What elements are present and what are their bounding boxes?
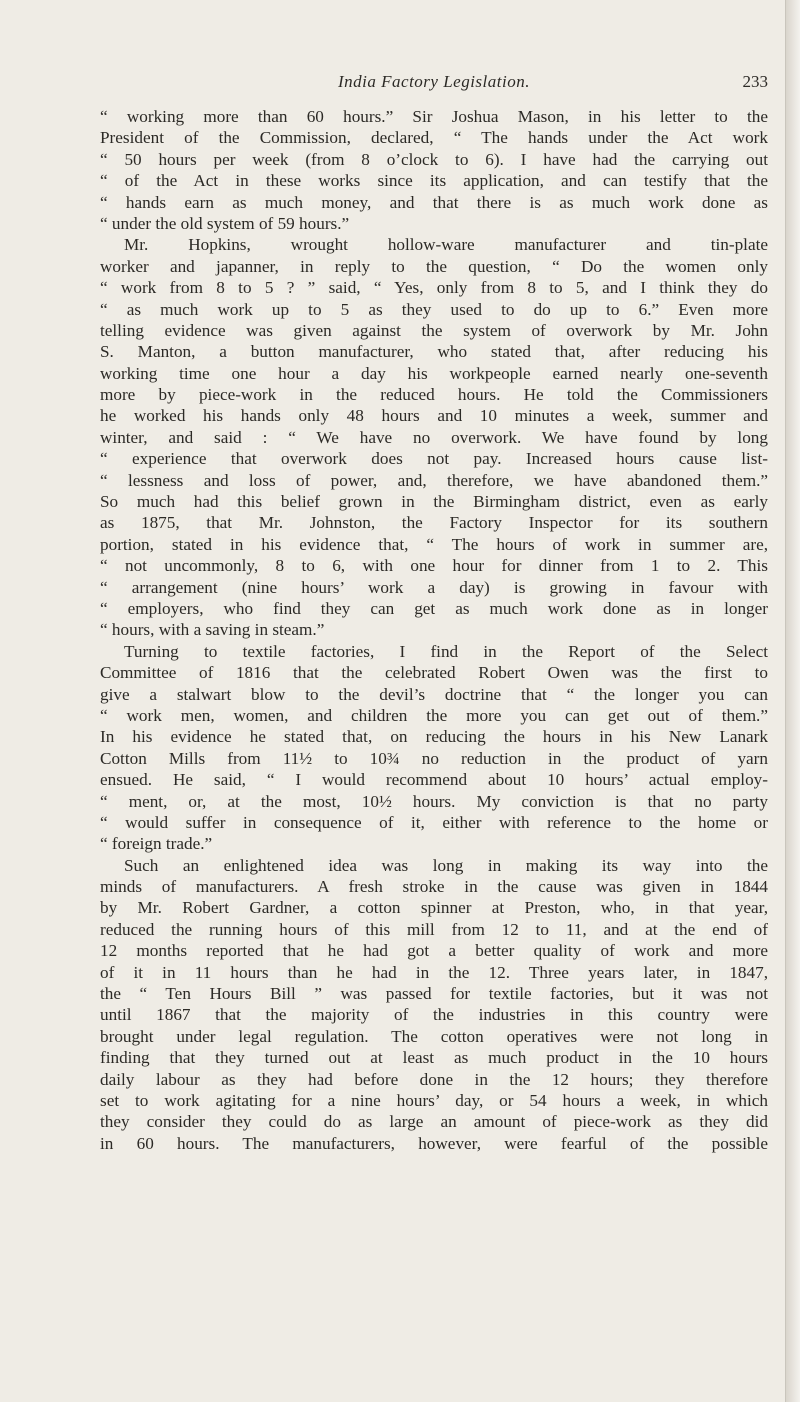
text-line: Cotton Mills from 11½ to 10¾ no reduction in the product of yarn bbox=[100, 748, 768, 768]
text-line: they consider they could do as large an amount of piece-work as they did bbox=[100, 1112, 768, 1132]
text-line: “ employers, who find they can get as much work done as in longer bbox=[100, 598, 768, 618]
text-line: So much had this belief grown in the Birmingham district, even as early bbox=[100, 492, 768, 512]
text-line: “ would suffer in consequence of it, either with reference to the home or bbox=[100, 812, 768, 832]
running-title: India Factory Legislation. bbox=[338, 72, 530, 91]
text-line: “ 50 hours per week (from 8 o’clock to 6). I have had the carrying out bbox=[100, 149, 768, 169]
text-line: 12 months reported that he had got a better quality of work and more bbox=[100, 941, 768, 961]
text-line: give a stalwart blow to the devil’s doctrine that “ the longer you can bbox=[100, 684, 768, 704]
text-line: until 1867 that the majority of the industries in this country were bbox=[100, 1005, 768, 1025]
text-line: by Mr. Robert Gardner, a cotton spinner at Preston, who, in that year, bbox=[100, 898, 768, 918]
text-line: “ ment, or, at the most, 10½ hours. My conviction is that no party bbox=[100, 791, 768, 811]
text-line: S. Manton, a button manufacturer, who stated that, after reducing his bbox=[100, 342, 768, 362]
text-line: winter, and said : “ We have no overwork. We have found by long bbox=[100, 427, 768, 447]
text-line: portion, stated in his evidence that, “ The hours of work in summer are, bbox=[100, 534, 768, 554]
text-line: Mr. Hopkins, wrought hollow-ware manufacturer and tin-plate bbox=[124, 235, 768, 255]
text-line: worker and japanner, in reply to the question, “ Do the women only bbox=[100, 256, 768, 276]
text-line: daily labour as they had before done in the 12 hours; they therefore bbox=[100, 1069, 768, 1089]
text-line: more by piece-work in the reduced hours. He told the Commissioners bbox=[100, 385, 768, 405]
text-line: “ under the old system of 59 hours.” bbox=[100, 213, 350, 233]
page-header bbox=[100, 70, 768, 94]
text-line: in 60 hours. The manufacturers, however, were fearful of the possible bbox=[100, 1133, 768, 1153]
text-line: “ work from 8 to 5 ? ” said, “ Yes, only from 8 to 5, and I think they do bbox=[100, 278, 768, 298]
text-line: of it in 11 hours than he had in the 12. Three years later, in 1847, bbox=[100, 962, 768, 982]
text-line: brought under legal regulation. The cotton operatives were not long in bbox=[100, 1026, 768, 1046]
text-line: set to work agitating for a nine hours’ day, or 54 hours a week, in which bbox=[100, 1090, 768, 1110]
text-line: he worked his hands only 48 hours and 10 minutes a week, summer and bbox=[100, 406, 768, 426]
text-line: “ not uncommonly, 8 to 6, with one hour for dinner from 1 to 2. This bbox=[100, 556, 768, 576]
text-line: President of the Commission, declared, “ The hands under the Act work bbox=[100, 128, 768, 148]
text-line: “ hours, with a saving in steam.” bbox=[100, 620, 325, 640]
text-line: “ arrangement (nine hours’ work a day) is growing in favour with bbox=[100, 577, 768, 597]
text-line: “ experience that overwork does not pay. Increased hours cause list- bbox=[100, 449, 768, 469]
text-line: “ foreign trade.” bbox=[100, 834, 213, 854]
text-line: “ work men, women, and children the more you can get out of them.” bbox=[100, 705, 768, 725]
page-number: 233 bbox=[742, 72, 768, 91]
body-text bbox=[100, 106, 768, 1154]
text-line: In his evidence he stated that, on reducing the hours in his New Lanark bbox=[100, 727, 768, 747]
text-line: working time one hour a day his workpeople earned nearly one-seventh bbox=[100, 363, 768, 383]
text-line: finding that they turned out at least as much product in the 10 hours bbox=[100, 1048, 768, 1068]
text-line: telling evidence was given against the system of overwork by Mr. John bbox=[100, 320, 768, 340]
text-line: as 1875, that Mr. Johnston, the Factory Inspector for its southern bbox=[100, 513, 768, 533]
text-line: “ hands earn as much money, and that there is as much work done as bbox=[100, 192, 768, 212]
page-edge bbox=[786, 0, 800, 1402]
text-line: “ working more than 60 hours.” Sir Joshua Mason, in his letter to the bbox=[100, 107, 768, 126]
text-line: reduced the running hours of this mill from 12 to 11, and at the end of bbox=[100, 919, 768, 939]
text-line: “ lessness and loss of power, and, therefore, we have abandoned them.” bbox=[100, 470, 768, 490]
text-line: Such an enlightened idea was long in making its way into the bbox=[124, 855, 768, 875]
text-line: Turning to textile factories, I find in the Report of the Select bbox=[124, 641, 768, 661]
text-line: “ as much work up to 5 as they used to do up to 6.” Even more bbox=[100, 299, 768, 319]
text-line: Committee of 1816 that the celebrated Robert Owen was the first to bbox=[100, 663, 768, 683]
text-line: ensued. He said, “ I would recommend about 10 hours’ actual employ- bbox=[100, 770, 768, 790]
text-line: “ of the Act in these works since its application, and can testify that the bbox=[100, 171, 768, 191]
text-line: the “ Ten Hours Bill ” was passed for textile factories, but it was not bbox=[100, 984, 768, 1004]
text-line: minds of manufacturers. A fresh stroke in the cause was given in 1844 bbox=[100, 877, 768, 897]
